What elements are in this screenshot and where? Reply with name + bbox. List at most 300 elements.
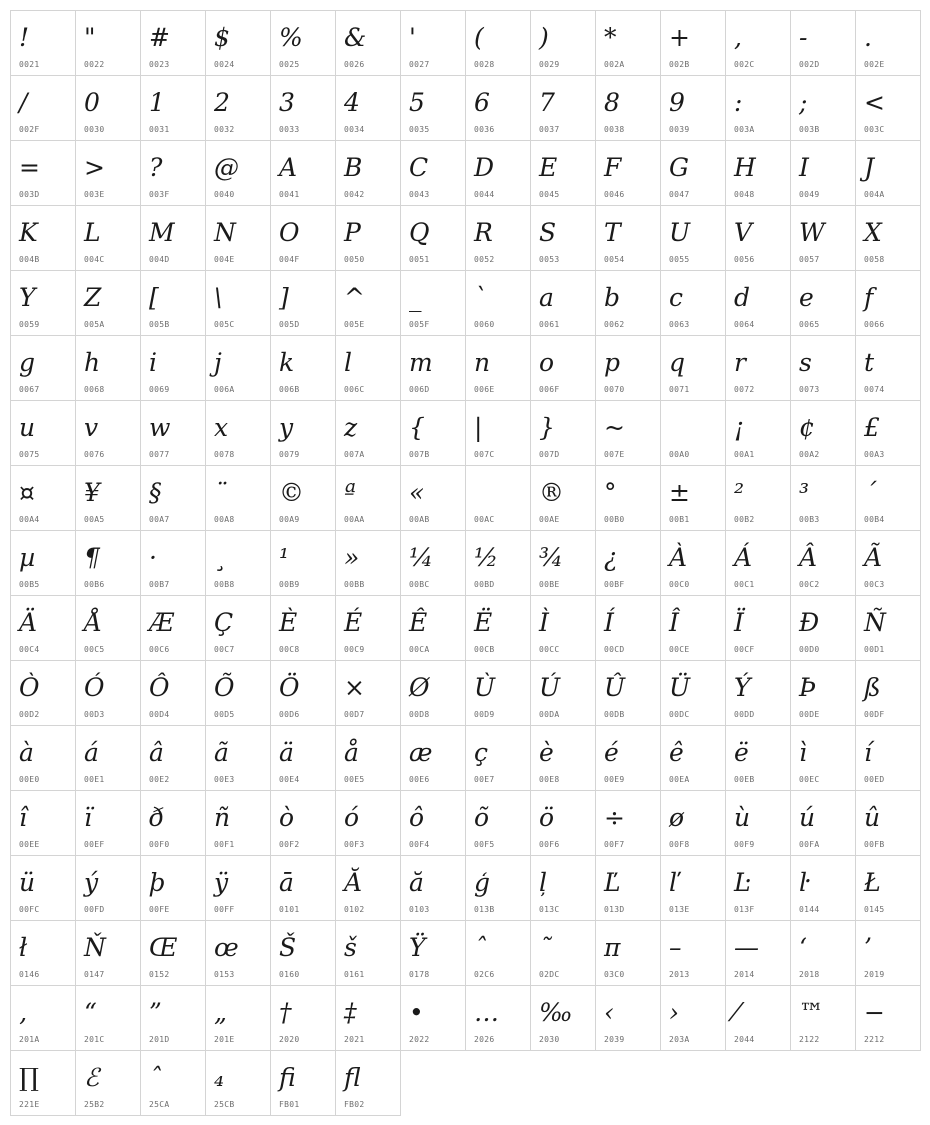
glyph-cell	[271, 531, 336, 596]
glyph-codepoint: 203A	[669, 1035, 690, 1044]
glyph-cell	[76, 596, 141, 661]
glyph-cell	[271, 76, 336, 141]
glyph-char: Å	[84, 608, 103, 637]
glyph-cell	[141, 336, 206, 401]
glyph-char: .	[864, 23, 872, 52]
glyph-cell	[466, 791, 531, 856]
glyph-cell	[596, 596, 661, 661]
glyph-cell	[11, 466, 76, 531]
glyph-codepoint: 0101	[279, 905, 300, 914]
glyph-char: K	[19, 218, 38, 247]
glyph-codepoint: 013C	[539, 905, 560, 914]
glyph-char: œ	[214, 933, 239, 962]
glyph-char: ô	[409, 803, 425, 832]
glyph-char: :	[734, 88, 743, 117]
glyph-char: x	[214, 413, 229, 442]
glyph-codepoint: 00E1	[84, 775, 105, 784]
glyph-char: |	[474, 413, 483, 442]
glyph-cell	[466, 726, 531, 791]
glyph-char: @	[214, 153, 239, 182]
glyph-cell	[856, 76, 921, 141]
glyph-char: `	[474, 283, 487, 312]
glyph-cell	[726, 726, 791, 791]
glyph-grid	[10, 10, 921, 1116]
glyph-cell	[401, 531, 466, 596]
glyph-cell	[141, 531, 206, 596]
glyph-char: {	[409, 413, 425, 442]
glyph-cell	[76, 921, 141, 986]
glyph-cell	[661, 76, 726, 141]
glyph-char: ý	[84, 868, 99, 897]
glyph-codepoint: 00E3	[214, 775, 235, 784]
glyph-cell	[791, 531, 856, 596]
glyph-codepoint: 0041	[279, 190, 300, 199]
glyph-cell	[336, 661, 401, 726]
glyph-cell	[661, 726, 726, 791]
glyph-codepoint: 00B1	[669, 515, 690, 524]
glyph-char: %	[279, 23, 303, 52]
glyph-cell	[271, 986, 336, 1051]
glyph-cell	[141, 76, 206, 141]
glyph-char: Ï	[734, 608, 744, 637]
glyph-char: ‘	[799, 933, 807, 962]
glyph-cell	[336, 336, 401, 401]
glyph-codepoint: 00A4	[19, 515, 40, 524]
glyph-cell	[856, 596, 921, 661]
glyph-codepoint: 005A	[84, 320, 105, 329]
glyph-char: X	[864, 218, 882, 247]
glyph-codepoint: 005C	[214, 320, 235, 329]
glyph-codepoint: 0152	[149, 970, 170, 979]
glyph-char: Ü	[669, 673, 691, 702]
glyph-codepoint: 0146	[19, 970, 40, 979]
glyph-char: Ñ	[864, 608, 886, 637]
glyph-codepoint: 00AA	[344, 515, 365, 524]
glyph-codepoint: 002A	[604, 60, 625, 69]
glyph-char: 1	[149, 88, 165, 117]
glyph-cell	[141, 141, 206, 206]
glyph-cell	[726, 401, 791, 466]
glyph-char: =	[19, 153, 40, 182]
glyph-char: D	[474, 153, 495, 182]
glyph-cell	[11, 76, 76, 141]
glyph-cell	[856, 531, 921, 596]
glyph-char: ļ	[539, 868, 547, 897]
glyph-codepoint: FB01	[279, 1100, 300, 1109]
glyph-codepoint: 0026	[344, 60, 365, 69]
glyph-char: ¹	[279, 543, 290, 572]
glyph-cell	[141, 271, 206, 336]
glyph-char: ¸	[214, 543, 227, 572]
glyph-codepoint: 201D	[149, 1035, 170, 1044]
glyph-cell	[726, 206, 791, 271]
glyph-cell	[791, 76, 856, 141]
glyph-codepoint: 2014	[734, 970, 755, 979]
glyph-codepoint: 2030	[539, 1035, 560, 1044]
glyph-char: Ł	[864, 868, 881, 897]
glyph-char: þ	[149, 868, 166, 897]
glyph-cell	[466, 336, 531, 401]
glyph-char: Ľ	[604, 868, 621, 897]
glyph-char: e	[799, 283, 814, 312]
glyph-char: ℰ	[84, 1063, 100, 1092]
glyph-char: l	[344, 348, 352, 377]
glyph-cell	[271, 596, 336, 661]
glyph-cell	[206, 531, 271, 596]
glyph-char: h	[84, 348, 101, 377]
glyph-char: …	[474, 998, 499, 1027]
glyph-char: ,	[734, 23, 742, 52]
glyph-char: «	[409, 478, 425, 507]
glyph-codepoint: 0027	[409, 60, 430, 69]
glyph-char: ð	[149, 803, 165, 832]
glyph-codepoint: 2013	[669, 970, 690, 979]
glyph-cell	[856, 466, 921, 531]
glyph-cell	[76, 466, 141, 531]
glyph-cell	[791, 921, 856, 986]
glyph-cell	[336, 856, 401, 921]
glyph-char: ´	[864, 478, 877, 507]
glyph-char: ?	[149, 153, 163, 182]
glyph-codepoint: 00B3	[799, 515, 820, 524]
glyph-char: ï	[84, 803, 92, 832]
glyph-cell	[401, 206, 466, 271]
glyph-codepoint: 004A	[864, 190, 885, 199]
glyph-cell	[726, 661, 791, 726]
glyph-codepoint: 0069	[149, 385, 170, 394]
glyph-cell	[661, 141, 726, 206]
glyph-codepoint: 00F2	[279, 840, 300, 849]
glyph-codepoint: 007C	[474, 450, 495, 459]
glyph-codepoint: 2019	[864, 970, 885, 979]
glyph-codepoint: 0029	[539, 60, 560, 69]
glyph-char: Ä	[19, 608, 38, 637]
glyph-char: ]	[279, 283, 289, 312]
glyph-codepoint: 0079	[279, 450, 300, 459]
glyph-char: z	[344, 413, 358, 442]
glyph-codepoint: 00A2	[799, 450, 820, 459]
glyph-codepoint: 00D6	[279, 710, 300, 719]
glyph-char: ¥	[84, 478, 100, 507]
glyph-cell	[336, 596, 401, 661]
glyph-codepoint: 00F3	[344, 840, 365, 849]
glyph-char: )	[539, 23, 549, 52]
glyph-cell	[76, 726, 141, 791]
glyph-codepoint: 00B5	[19, 580, 40, 589]
glyph-char: Z	[84, 283, 102, 312]
glyph-cell	[11, 401, 76, 466]
glyph-cell	[661, 986, 726, 1051]
glyph-cell	[141, 726, 206, 791]
glyph-codepoint: 0074	[864, 385, 885, 394]
glyph-codepoint: 02C6	[474, 970, 495, 979]
glyph-char: Î	[669, 608, 679, 637]
glyph-cell	[596, 141, 661, 206]
glyph-codepoint: 00F8	[669, 840, 690, 849]
glyph-codepoint: 0153	[214, 970, 235, 979]
glyph-char: Q	[409, 218, 430, 247]
glyph-codepoint: 006A	[214, 385, 235, 394]
glyph-codepoint: 002E	[864, 60, 885, 69]
glyph-char: õ	[474, 803, 490, 832]
glyph-char: á	[84, 738, 99, 767]
glyph-codepoint: 013B	[474, 905, 495, 914]
glyph-cell	[401, 76, 466, 141]
glyph-char: Ô	[149, 673, 170, 702]
glyph-codepoint: 00A9	[279, 515, 300, 524]
glyph-codepoint: 0053	[539, 255, 560, 264]
glyph-char: ⁄	[734, 998, 739, 1027]
glyph-char: n	[474, 348, 491, 377]
glyph-char: ﬁ	[279, 1063, 296, 1092]
glyph-codepoint: 25B2	[84, 1100, 105, 1109]
glyph-char: È	[279, 608, 298, 637]
glyph-char: ™	[799, 998, 824, 1027]
glyph-codepoint: 0058	[864, 255, 885, 264]
glyph-char: ±	[669, 478, 690, 507]
glyph-cell	[661, 596, 726, 661]
glyph-codepoint: 002F	[19, 125, 40, 134]
glyph-char: ú	[799, 803, 816, 832]
glyph-codepoint: 2022	[409, 1035, 430, 1044]
glyph-cell	[401, 921, 466, 986]
glyph-char: T	[604, 218, 621, 247]
glyph-codepoint: 03C0	[604, 970, 625, 979]
glyph-cell	[206, 986, 271, 1051]
glyph-cell	[726, 336, 791, 401]
glyph-char: W	[799, 218, 825, 247]
glyph-cell	[531, 271, 596, 336]
glyph-cell	[336, 726, 401, 791]
glyph-codepoint: 003A	[734, 125, 755, 134]
glyph-cell	[791, 856, 856, 921]
glyph-codepoint: 00EC	[799, 775, 820, 784]
glyph-char: ¼	[409, 543, 434, 572]
glyph-codepoint: 201E	[214, 1035, 235, 1044]
glyph-cell	[791, 141, 856, 206]
glyph-codepoint: 00C5	[84, 645, 105, 654]
glyph-codepoint: 00FA	[799, 840, 820, 849]
glyph-cell	[206, 596, 271, 661]
glyph-codepoint: 0057	[799, 255, 820, 264]
glyph-cell	[531, 856, 596, 921]
glyph-cell	[401, 271, 466, 336]
glyph-codepoint: 00E4	[279, 775, 300, 784]
glyph-char: è	[539, 738, 554, 767]
glyph-cell	[141, 1051, 206, 1116]
glyph-char: L	[84, 218, 101, 247]
glyph-cell	[401, 596, 466, 661]
glyph-codepoint: 0032	[214, 125, 235, 134]
glyph-cell	[271, 336, 336, 401]
glyph-codepoint: 00F4	[409, 840, 430, 849]
glyph-codepoint: 2212	[864, 1035, 885, 1044]
glyph-char: 2	[214, 88, 230, 117]
glyph-char: ê	[669, 738, 684, 767]
glyph-cell	[726, 986, 791, 1051]
glyph-codepoint: 0024	[214, 60, 235, 69]
glyph-char: î	[19, 803, 27, 832]
glyph-char: ¢	[799, 413, 815, 442]
glyph-char: ø	[669, 803, 685, 832]
glyph-char: Ì	[539, 608, 549, 637]
glyph-char: a	[539, 283, 554, 312]
glyph-codepoint: 007B	[409, 450, 430, 459]
glyph-char: d	[734, 283, 751, 312]
glyph-cell	[206, 466, 271, 531]
glyph-cell	[206, 271, 271, 336]
glyph-cell	[856, 856, 921, 921]
glyph-char: Ê	[409, 608, 428, 637]
glyph-codepoint: 2020	[279, 1035, 300, 1044]
glyph-cell	[206, 141, 271, 206]
glyph-codepoint: 0048	[734, 190, 755, 199]
glyph-codepoint: 0028	[474, 60, 495, 69]
glyph-cell	[791, 791, 856, 856]
glyph-cell	[661, 661, 726, 726]
glyph-cell	[11, 1051, 76, 1116]
glyph-cell	[206, 76, 271, 141]
glyph-codepoint: 2018	[799, 970, 820, 979]
glyph-cell	[11, 336, 76, 401]
glyph-cell	[596, 11, 661, 76]
glyph-char: +	[669, 23, 690, 52]
glyph-codepoint: 00FF	[214, 905, 235, 914]
glyph-char: ›	[669, 998, 679, 1027]
glyph-codepoint: 00D9	[474, 710, 495, 719]
glyph-char: $	[214, 23, 230, 52]
glyph-cell	[856, 141, 921, 206]
glyph-codepoint: 00DC	[669, 710, 690, 719]
glyph-codepoint: 00CF	[734, 645, 755, 654]
glyph-char: "	[84, 23, 96, 52]
glyph-char: v	[84, 413, 99, 442]
glyph-char: ;	[799, 88, 808, 117]
glyph-cell	[661, 466, 726, 531]
glyph-codepoint: 00A7	[149, 515, 170, 524]
glyph-codepoint: 00A5	[84, 515, 105, 524]
glyph-cell	[856, 726, 921, 791]
glyph-cell	[466, 11, 531, 76]
glyph-codepoint: 2026	[474, 1035, 495, 1044]
glyph-cell	[596, 661, 661, 726]
glyph-cell	[141, 11, 206, 76]
glyph-char: Õ	[214, 673, 235, 702]
glyph-char: ģ	[474, 868, 491, 897]
glyph-cell	[531, 206, 596, 271]
glyph-cell	[531, 726, 596, 791]
glyph-char: [	[149, 283, 159, 312]
glyph-char: &	[344, 23, 367, 52]
glyph-char: y	[279, 413, 294, 442]
glyph-char: ¶	[84, 543, 100, 572]
glyph-cell	[141, 466, 206, 531]
glyph-cell	[401, 11, 466, 76]
glyph-codepoint: 00A0	[669, 450, 690, 459]
glyph-cell	[531, 791, 596, 856]
glyph-cell	[141, 986, 206, 1051]
glyph-codepoint: 00DF	[864, 710, 885, 719]
glyph-char: 4	[344, 88, 360, 117]
glyph-cell	[76, 856, 141, 921]
glyph-char: Á	[734, 543, 753, 572]
glyph-cell	[11, 856, 76, 921]
glyph-char: F	[604, 153, 622, 182]
glyph-char: −	[864, 998, 885, 1027]
glyph-codepoint: 00E7	[474, 775, 495, 784]
glyph-cell	[336, 271, 401, 336]
glyph-char: π	[604, 933, 621, 962]
glyph-codepoint: 0161	[344, 970, 365, 979]
glyph-char: †	[279, 998, 292, 1027]
glyph-char: j	[214, 348, 222, 377]
glyph-codepoint: 00D8	[409, 710, 430, 719]
glyph-cell	[141, 596, 206, 661]
glyph-char: ®	[539, 478, 564, 507]
glyph-cell	[661, 856, 726, 921]
glyph-cell	[206, 921, 271, 986]
glyph-char: 5	[409, 88, 425, 117]
glyph-cell	[596, 531, 661, 596]
glyph-char: J	[864, 153, 875, 182]
glyph-char: i	[149, 348, 157, 377]
glyph-cell	[596, 206, 661, 271]
glyph-codepoint: 0030	[84, 125, 105, 134]
glyph-cell	[206, 11, 271, 76]
glyph-codepoint: 0073	[799, 385, 820, 394]
glyph-codepoint: 006D	[409, 385, 430, 394]
glyph-codepoint: 221E	[19, 1100, 40, 1109]
glyph-codepoint: 0068	[84, 385, 105, 394]
glyph-char: ÿ	[214, 868, 229, 897]
glyph-cell	[466, 531, 531, 596]
glyph-codepoint: 0145	[864, 905, 885, 914]
glyph-codepoint: 0075	[19, 450, 40, 459]
glyph-cell	[11, 921, 76, 986]
glyph-codepoint: 00E9	[604, 775, 625, 784]
glyph-cell	[141, 856, 206, 921]
glyph-codepoint: 02DC	[539, 970, 560, 979]
glyph-codepoint: 00CE	[669, 645, 690, 654]
glyph-char: ë	[734, 738, 749, 767]
glyph-codepoint: 004D	[149, 255, 170, 264]
glyph-cell	[856, 11, 921, 76]
glyph-cell	[596, 466, 661, 531]
glyph-cell	[531, 76, 596, 141]
glyph-codepoint: 00BD	[474, 580, 495, 589]
glyph-char: ā	[279, 868, 294, 897]
glyph-char: ©	[279, 478, 304, 507]
glyph-char: ·	[149, 543, 157, 572]
glyph-codepoint: 00E2	[149, 775, 170, 784]
glyph-codepoint: 0064	[734, 320, 755, 329]
glyph-codepoint: 0061	[539, 320, 560, 329]
glyph-char: s	[799, 348, 812, 377]
glyph-codepoint: 00CD	[604, 645, 625, 654]
glyph-codepoint: 006E	[474, 385, 495, 394]
glyph-codepoint: 0160	[279, 970, 300, 979]
glyph-cell	[76, 531, 141, 596]
glyph-cell	[791, 661, 856, 726]
glyph-cell	[466, 271, 531, 336]
glyph-cell	[271, 726, 336, 791]
glyph-char: *	[604, 23, 617, 52]
glyph-codepoint: 0067	[19, 385, 40, 394]
glyph-cell	[661, 11, 726, 76]
glyph-cell	[76, 661, 141, 726]
glyph-char: 6	[474, 88, 490, 117]
glyph-cell	[11, 791, 76, 856]
